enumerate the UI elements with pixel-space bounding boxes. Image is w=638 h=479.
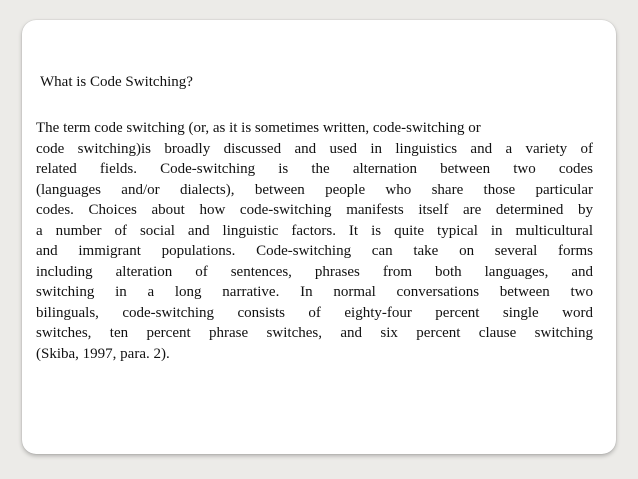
paragraph-line: including alteration of sentences, phrases from both languages, and xyxy=(36,263,593,280)
paragraph-line: (languages and/or dialects), between people who share those particular xyxy=(36,181,593,198)
paragraph-line: switches, ten percent phrase switches, and six percent clause switching xyxy=(36,325,593,341)
paragraph-line: bilinguals, code-switching consists of eighty-four percent single word xyxy=(36,304,593,321)
paragraph-line: codes. Choices about how code-switching manifests itself are determined by xyxy=(36,202,593,218)
paragraph-line: and immigrant populations. Code-switching can take on several forms xyxy=(36,243,593,259)
slide-body-paragraph xyxy=(36,118,593,364)
paragraph-line: (Skiba, 1997, para. 2). xyxy=(36,345,170,362)
paragraph-line: a number of social and linguistic factors. It is quite typical in multicultural xyxy=(36,222,593,239)
slide-title: What is Code Switching? xyxy=(40,74,193,90)
paragraph-line: The term code switching (or, as it is sometimes written, code-switching or xyxy=(36,120,481,136)
paragraph-line: switching in a long narrative. In normal conversations between two xyxy=(36,284,593,300)
paragraph-line: code switching)is broadly discussed and used in linguistics and a variety of xyxy=(36,140,593,157)
paragraph-line: related fields. Code-switching is the alternation between two codes xyxy=(36,161,593,177)
